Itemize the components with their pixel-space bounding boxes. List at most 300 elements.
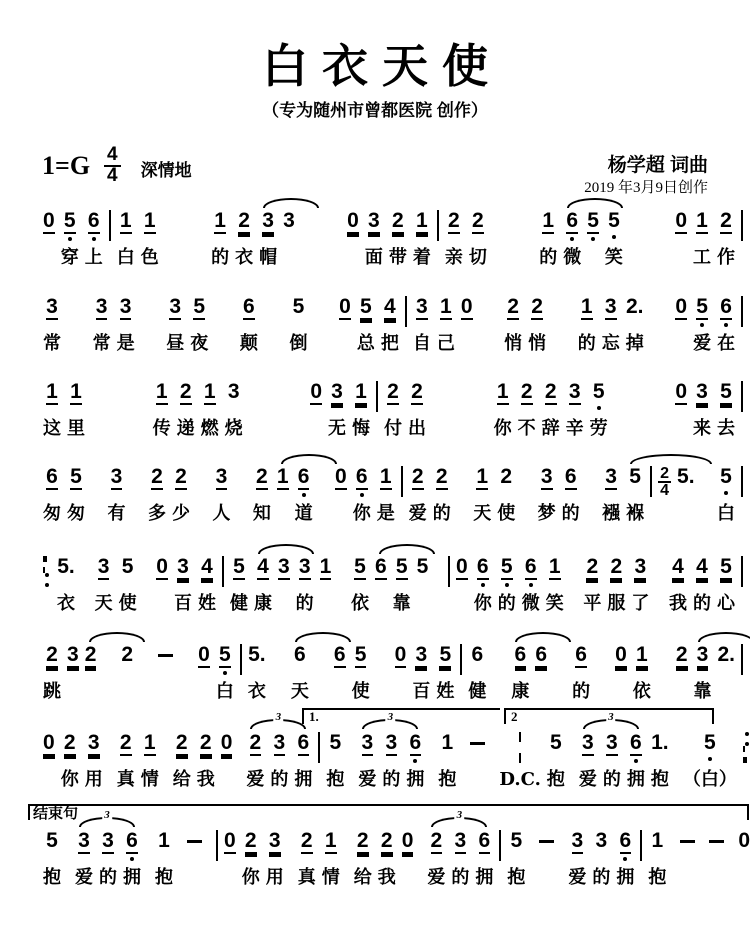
note-token bbox=[409, 466, 427, 526]
lyric-syllable: 的 bbox=[99, 867, 117, 888]
note-token bbox=[254, 556, 272, 616]
note-number: 2 bbox=[411, 465, 424, 488]
spacer bbox=[78, 556, 92, 557]
barline bbox=[499, 830, 501, 861]
note-number: 3 bbox=[268, 829, 281, 852]
note-number: 5 bbox=[219, 643, 231, 666]
lyric-syllable: 的 bbox=[270, 769, 289, 790]
lyric-syllable: 心 bbox=[716, 593, 735, 614]
element bbox=[587, 210, 599, 241]
note-token bbox=[631, 556, 649, 616]
element bbox=[355, 644, 367, 675]
barline-stroke bbox=[741, 296, 743, 327]
lyric-syllable: 拥 bbox=[294, 769, 313, 790]
note-token bbox=[378, 830, 396, 890]
element bbox=[497, 381, 509, 412]
note-token bbox=[393, 556, 411, 616]
note-number: 2 bbox=[430, 829, 443, 852]
note-number: 5 bbox=[329, 731, 342, 754]
note-token bbox=[93, 296, 111, 356]
note-number: 6 bbox=[720, 295, 732, 318]
note-token bbox=[473, 466, 491, 526]
lyric-syllable: 的 bbox=[295, 593, 314, 614]
element bbox=[144, 732, 156, 763]
barline-bar bbox=[640, 830, 642, 890]
triplet-number: 3 bbox=[387, 711, 394, 723]
note-number: 1 bbox=[70, 380, 82, 403]
triplet-number: 3 bbox=[275, 711, 282, 723]
lyric-syllable: 的 bbox=[539, 247, 558, 268]
barline-bar bbox=[376, 381, 378, 441]
barline-bar bbox=[109, 210, 111, 270]
barline-bar bbox=[741, 466, 743, 526]
note-number: 3 bbox=[67, 643, 79, 666]
note-token bbox=[469, 210, 487, 270]
note-token bbox=[277, 466, 289, 526]
barline bbox=[460, 644, 462, 675]
element bbox=[477, 556, 489, 587]
element bbox=[368, 210, 380, 241]
slur-arc bbox=[698, 632, 750, 642]
note-token bbox=[494, 381, 512, 441]
barline bbox=[401, 466, 403, 497]
lyric-syllable: 工 bbox=[693, 247, 711, 268]
element bbox=[720, 556, 732, 587]
note-number: 3 bbox=[361, 731, 374, 754]
note-token bbox=[626, 296, 644, 356]
note-token bbox=[365, 210, 383, 270]
element bbox=[46, 466, 58, 497]
element bbox=[46, 381, 58, 412]
element bbox=[57, 556, 75, 587]
element bbox=[738, 830, 750, 861]
element bbox=[298, 732, 310, 763]
element bbox=[582, 732, 594, 763]
lyric-syllable: 的 bbox=[602, 769, 621, 790]
lyric-syllable: 你 bbox=[352, 503, 371, 524]
barline-stroke bbox=[318, 732, 320, 763]
note-token bbox=[433, 466, 451, 526]
octave-dot bbox=[529, 583, 533, 587]
element bbox=[78, 830, 90, 861]
lyric-syllable: 悔 bbox=[352, 418, 370, 439]
element bbox=[201, 556, 213, 587]
lyric-syllable: 用 bbox=[84, 769, 103, 790]
spacer bbox=[193, 466, 209, 467]
note-token bbox=[562, 466, 580, 526]
note-number: 2 bbox=[520, 380, 533, 403]
octave-dot bbox=[223, 671, 227, 675]
note-number: 0 bbox=[456, 555, 468, 578]
lyric-syllable: 有 bbox=[107, 503, 126, 524]
note-token bbox=[75, 809, 110, 890]
spacer bbox=[427, 732, 435, 733]
element bbox=[156, 556, 168, 587]
note-number: 1 bbox=[46, 380, 58, 403]
note-token bbox=[141, 210, 159, 270]
note-number: 5 bbox=[720, 555, 732, 578]
note-number: 1 bbox=[319, 555, 332, 578]
note-token bbox=[616, 830, 634, 890]
note-token bbox=[408, 381, 426, 441]
spacer bbox=[557, 830, 565, 831]
note-token bbox=[412, 644, 430, 704]
barline-stroke bbox=[519, 732, 521, 742]
note-number: 2 bbox=[238, 209, 250, 232]
octave-dot bbox=[481, 583, 485, 587]
note-token bbox=[615, 644, 627, 704]
spacer bbox=[176, 644, 195, 645]
octave-dot bbox=[92, 237, 96, 241]
lyric-syllable: 掉 bbox=[625, 333, 644, 354]
lyric-syllable: 健 bbox=[229, 593, 248, 614]
note-token bbox=[504, 296, 522, 356]
note-token bbox=[717, 296, 735, 356]
lyric-syllable: 辛 bbox=[565, 418, 584, 439]
lyric-syllable: 悄 bbox=[504, 333, 523, 354]
barline-re bbox=[743, 732, 750, 792]
note-number: 6 bbox=[476, 555, 489, 578]
lyric-syllable: 的 bbox=[497, 593, 516, 614]
note-token bbox=[538, 466, 556, 526]
note-number: 2 bbox=[544, 380, 557, 403]
barline-dbar bbox=[499, 732, 541, 792]
note-token bbox=[451, 830, 469, 890]
lyric-syllable: 爱 bbox=[578, 769, 597, 790]
spacer bbox=[316, 466, 332, 467]
note-number: 5 bbox=[416, 555, 429, 578]
slur-arc bbox=[281, 454, 337, 464]
lyric-syllable: 的 bbox=[451, 867, 470, 888]
note-number: 2 bbox=[300, 829, 313, 852]
spacer bbox=[287, 830, 295, 831]
element bbox=[156, 381, 168, 412]
spacer bbox=[611, 381, 673, 382]
time-signature-change bbox=[658, 466, 671, 526]
lyric-syllable: 多 bbox=[147, 503, 166, 524]
note-number: 3 bbox=[46, 295, 58, 318]
element bbox=[339, 296, 351, 327]
lyric-syllable: 帽 bbox=[259, 247, 278, 268]
note-token bbox=[497, 466, 515, 526]
note-token bbox=[651, 732, 669, 792]
lyric-syllable: 爱 bbox=[75, 867, 93, 888]
spacer bbox=[88, 381, 150, 382]
spacer bbox=[205, 830, 213, 831]
element bbox=[233, 556, 245, 587]
barline-stroke bbox=[460, 644, 462, 675]
note-number: 6 bbox=[126, 829, 138, 852]
element bbox=[46, 296, 58, 327]
note-token bbox=[542, 381, 560, 441]
note-token bbox=[675, 210, 687, 270]
barline bbox=[741, 644, 743, 675]
note-token bbox=[339, 296, 351, 356]
key-signature: 1=G bbox=[42, 150, 91, 180]
lyric-syllable: 了 bbox=[631, 593, 650, 614]
note-number: 1 bbox=[203, 380, 216, 403]
note-token bbox=[603, 732, 621, 792]
note-token bbox=[718, 644, 736, 704]
element bbox=[680, 830, 695, 861]
element bbox=[416, 210, 428, 241]
lyric-syllable: 梦 bbox=[537, 503, 556, 524]
note-token bbox=[587, 210, 599, 270]
octave-dot bbox=[700, 323, 704, 327]
element bbox=[325, 830, 337, 861]
note-number: 2 bbox=[720, 209, 732, 232]
note-token bbox=[67, 381, 85, 441]
note-token bbox=[633, 644, 651, 704]
spacer bbox=[176, 830, 184, 831]
note-token bbox=[221, 732, 233, 792]
note-token bbox=[43, 732, 55, 792]
note-number: 3 bbox=[169, 295, 182, 318]
element bbox=[293, 296, 305, 327]
element bbox=[596, 830, 608, 861]
note-token bbox=[437, 296, 455, 356]
note-number: 5 bbox=[359, 295, 372, 318]
lyric-syllable: 人 bbox=[212, 503, 231, 524]
note-token bbox=[155, 830, 173, 890]
note-token bbox=[107, 466, 125, 526]
lyric-syllable: 穿 bbox=[60, 247, 79, 268]
element bbox=[720, 210, 732, 241]
barline-bar bbox=[741, 381, 743, 441]
element bbox=[651, 732, 669, 763]
lyric-syllable: 用 bbox=[265, 867, 284, 888]
note-token bbox=[417, 556, 429, 616]
note-token bbox=[717, 210, 735, 270]
note-token bbox=[172, 466, 190, 526]
note-number: 0 bbox=[310, 380, 322, 403]
note-number: 5 bbox=[587, 209, 599, 232]
note-number: 0 bbox=[198, 643, 210, 666]
note-token bbox=[677, 466, 695, 526]
lyric-syllable: 传 bbox=[152, 418, 171, 439]
barline-stroke bbox=[741, 210, 743, 241]
barline bbox=[222, 556, 224, 587]
element bbox=[658, 466, 671, 497]
note-number: 0 bbox=[339, 295, 351, 318]
lyric-syllable: 衣 bbox=[247, 681, 266, 702]
song-title: 白衣天使 bbox=[262, 40, 502, 92]
element bbox=[709, 830, 724, 861]
note-token bbox=[201, 381, 219, 441]
element bbox=[675, 296, 687, 327]
element bbox=[605, 296, 617, 327]
element bbox=[126, 830, 138, 861]
note-token bbox=[680, 830, 695, 890]
element bbox=[634, 556, 646, 587]
element bbox=[549, 556, 561, 587]
note-number: 2 bbox=[151, 465, 163, 488]
barline-stroke bbox=[499, 830, 501, 861]
element bbox=[88, 732, 100, 763]
note-number: 0 bbox=[156, 555, 168, 578]
note-token bbox=[583, 556, 601, 616]
spacer bbox=[106, 732, 114, 733]
bracket-label: 1. bbox=[309, 709, 319, 724]
note-token bbox=[57, 556, 75, 616]
spacer bbox=[261, 296, 287, 297]
octave-dot bbox=[570, 237, 574, 241]
spacer bbox=[162, 732, 170, 733]
lyric-syllable: 康 bbox=[511, 681, 530, 702]
note-number: 5 bbox=[704, 731, 716, 754]
element bbox=[519, 742, 522, 752]
octave-dot bbox=[612, 235, 616, 239]
element bbox=[677, 466, 695, 497]
lyric-syllable: 抱 bbox=[43, 867, 61, 888]
note-token bbox=[675, 381, 687, 441]
note-number: 3 bbox=[262, 209, 274, 232]
note-token bbox=[475, 830, 493, 890]
element bbox=[219, 644, 231, 675]
note-token bbox=[294, 732, 312, 792]
spacer bbox=[343, 830, 351, 831]
lyric-syllable: 真 bbox=[116, 769, 135, 790]
note-token bbox=[675, 296, 687, 356]
duration-dash bbox=[539, 840, 554, 843]
note-token bbox=[230, 556, 248, 616]
element bbox=[630, 732, 642, 763]
lyric-syllable: 来 bbox=[693, 418, 711, 439]
note-number: 3 bbox=[78, 829, 90, 852]
note-number: 1 bbox=[441, 731, 454, 754]
note-number: 6 bbox=[297, 465, 310, 488]
note-token bbox=[528, 296, 546, 356]
spacer bbox=[99, 644, 118, 645]
note-number: 0 bbox=[460, 295, 473, 318]
note-token bbox=[117, 296, 135, 356]
note-number: 2 bbox=[675, 643, 688, 666]
note-token bbox=[694, 644, 712, 704]
note-token bbox=[413, 296, 431, 356]
spacer bbox=[233, 466, 249, 467]
triplet-number: 3 bbox=[456, 809, 463, 821]
element bbox=[283, 210, 295, 241]
lyric-syllable: 夜 bbox=[190, 333, 209, 354]
spacer bbox=[488, 732, 496, 733]
note-number: 5 bbox=[292, 295, 305, 318]
note-number: 2 bbox=[121, 643, 134, 666]
spacer bbox=[626, 210, 672, 211]
note-token bbox=[461, 296, 473, 356]
note-token bbox=[602, 466, 620, 526]
duration-dash bbox=[158, 654, 173, 657]
lyric-syllable: 带 bbox=[388, 247, 407, 268]
note-number: 6 bbox=[471, 643, 484, 666]
slur-arc bbox=[630, 454, 712, 464]
element bbox=[566, 210, 578, 241]
lyric-syllable: 常 bbox=[92, 333, 111, 354]
element bbox=[696, 556, 708, 587]
element bbox=[381, 830, 393, 861]
element bbox=[214, 210, 226, 241]
octave-dot bbox=[591, 237, 595, 241]
element bbox=[500, 466, 512, 497]
note-token bbox=[381, 296, 399, 356]
lyric-syllable: 作 bbox=[717, 247, 735, 268]
note-number: 3 bbox=[215, 465, 228, 488]
note-number: 2 bbox=[175, 465, 187, 488]
lyric-syllable: 的 bbox=[432, 503, 451, 524]
note-token bbox=[43, 644, 61, 704]
note-token bbox=[683, 732, 737, 792]
note-number: 2 bbox=[119, 731, 132, 754]
spacer bbox=[459, 732, 467, 733]
note-token bbox=[456, 556, 468, 616]
tempo-marking: 深情地 bbox=[140, 161, 192, 180]
lyric-syllable: 悄 bbox=[528, 333, 547, 354]
note-number: 5 bbox=[696, 295, 708, 318]
note-number: 5 bbox=[354, 555, 366, 578]
lyric-syllable: 抱 bbox=[326, 769, 345, 790]
note-number: 3 bbox=[604, 295, 617, 318]
note-number: 3 bbox=[283, 209, 295, 232]
duration-dash bbox=[470, 742, 485, 745]
spacer bbox=[347, 732, 355, 733]
note-number: 0 bbox=[224, 829, 236, 852]
note-token bbox=[590, 381, 608, 441]
lyric-syllable: 我 bbox=[668, 593, 687, 614]
note-number: 3 bbox=[696, 643, 709, 666]
note-token bbox=[474, 556, 492, 616]
spacer bbox=[138, 296, 164, 297]
barline-stroke bbox=[741, 466, 743, 497]
note-token bbox=[605, 210, 623, 270]
note-number: 3 bbox=[87, 731, 100, 754]
note-number: 5 bbox=[233, 555, 245, 578]
element bbox=[187, 830, 202, 861]
note-number: 5 bbox=[354, 643, 367, 666]
element bbox=[224, 830, 236, 861]
lyric-syllable: 天 bbox=[473, 503, 492, 524]
barline bbox=[437, 210, 439, 241]
note-number: 2 bbox=[472, 209, 484, 232]
spacer bbox=[298, 210, 344, 211]
element bbox=[416, 296, 428, 327]
note-token bbox=[224, 830, 236, 890]
note-row bbox=[40, 466, 746, 526]
note-token bbox=[518, 381, 536, 441]
lyric-syllable: 拥 bbox=[406, 769, 425, 790]
note-token bbox=[498, 556, 516, 616]
note-number: 6 bbox=[409, 731, 422, 754]
bracket-label: 结束句 bbox=[33, 805, 79, 822]
spacer bbox=[593, 644, 612, 645]
barline-rs bbox=[43, 556, 51, 616]
note-token bbox=[693, 556, 711, 616]
element bbox=[402, 830, 414, 861]
element bbox=[606, 732, 618, 763]
note-number: 2 bbox=[380, 829, 393, 852]
note-token bbox=[198, 644, 210, 704]
lyric-syllable: 靠 bbox=[392, 593, 411, 614]
element bbox=[507, 296, 519, 327]
element bbox=[479, 830, 491, 861]
note-number: 6 bbox=[46, 465, 58, 488]
note-number: 6 bbox=[355, 465, 368, 488]
spacer bbox=[162, 210, 208, 211]
barline-stroke bbox=[109, 210, 111, 241]
barline-bar bbox=[318, 732, 320, 792]
lyric-syllable: 襁 bbox=[602, 503, 621, 524]
note-token bbox=[190, 296, 208, 356]
spacer bbox=[128, 466, 144, 467]
element bbox=[448, 210, 460, 241]
